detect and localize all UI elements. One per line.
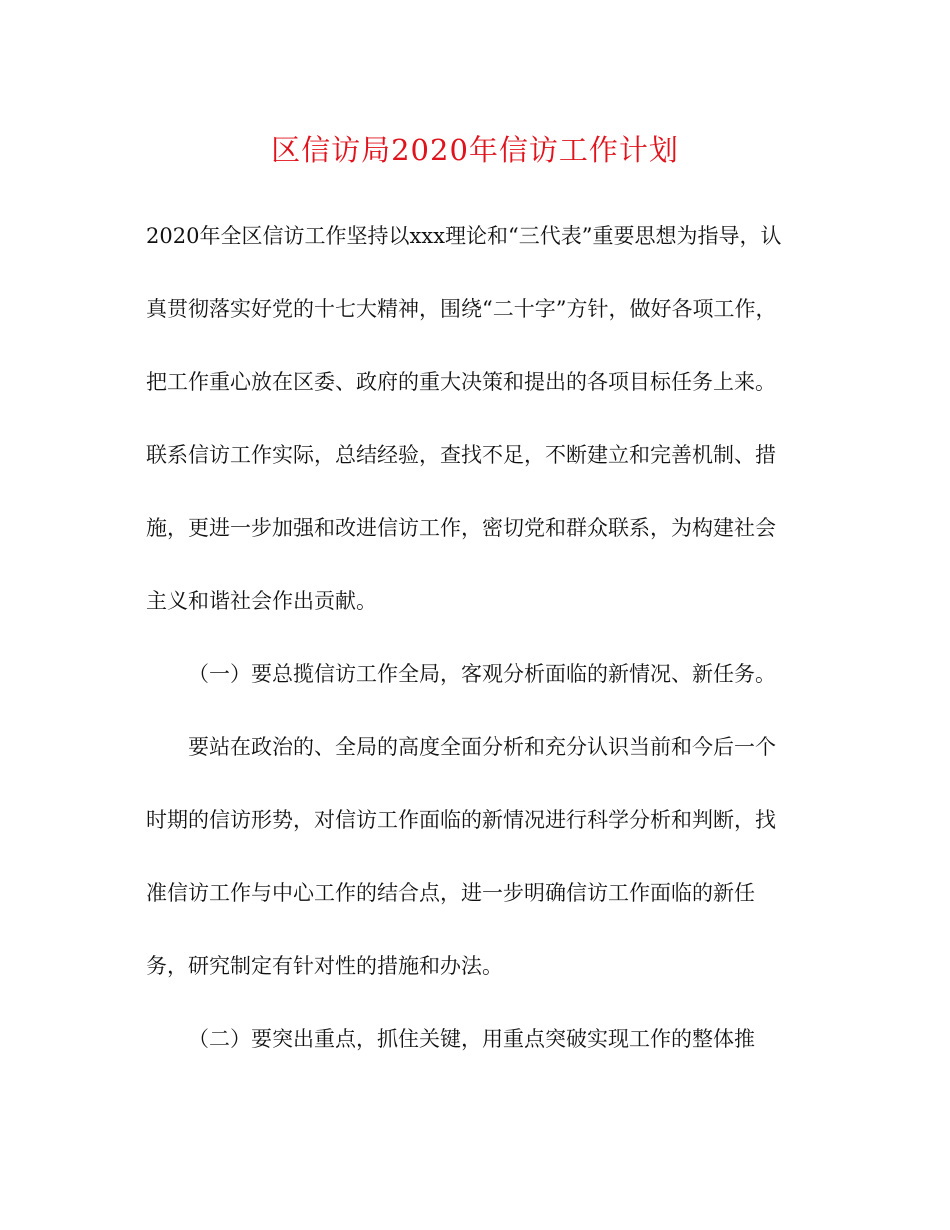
paragraph-line: 联系信访工作实际，总结经验，查找不足，不断建立和完善机制、措 [146, 443, 776, 467]
paragraph-line: 准信访工作与中心工作的结合点，进一步明确信访工作面临的新任 [146, 881, 755, 905]
paragraph-line: 主义和谐社会作出贡献。 [146, 589, 377, 613]
paragraph-line: 2020年全区信访工作坚持以xxx理论和“三代表”重要思想为指导，认 [146, 224, 782, 248]
document-body [146, 212, 806, 1088]
paragraph-line: 务，研究制定有针对性的措施和办法。 [146, 954, 503, 978]
paragraph-line: 施，更进一步加强和改进信访工作，密切党和群众联系，为构建社会 [146, 516, 776, 540]
paragraph-line: 真贯彻落实好党的十七大精神，围绕“二十字”方针，做好各项工作， [146, 297, 777, 321]
section-heading-two: （二）要突出重点，抓住关键，用重点突破实现工作的整体推 [188, 1027, 755, 1051]
paragraph-line: 把工作重心放在区委、政府的重大决策和提出的各项目标任务上来。 [146, 370, 776, 394]
section-heading-one: （一）要总揽信访工作全局，客观分析面临的新情况、新任务。 [188, 662, 776, 686]
paragraph-line: 要站在政治的、全局的高度全面分析和充分认识当前和今后一个 [188, 735, 776, 759]
paragraph-line: 时期的信访形势，对信访工作面临的新情况进行科学分析和判断，找 [146, 808, 776, 832]
document-title: 区信访局2020年信访工作计划 [271, 133, 679, 167]
